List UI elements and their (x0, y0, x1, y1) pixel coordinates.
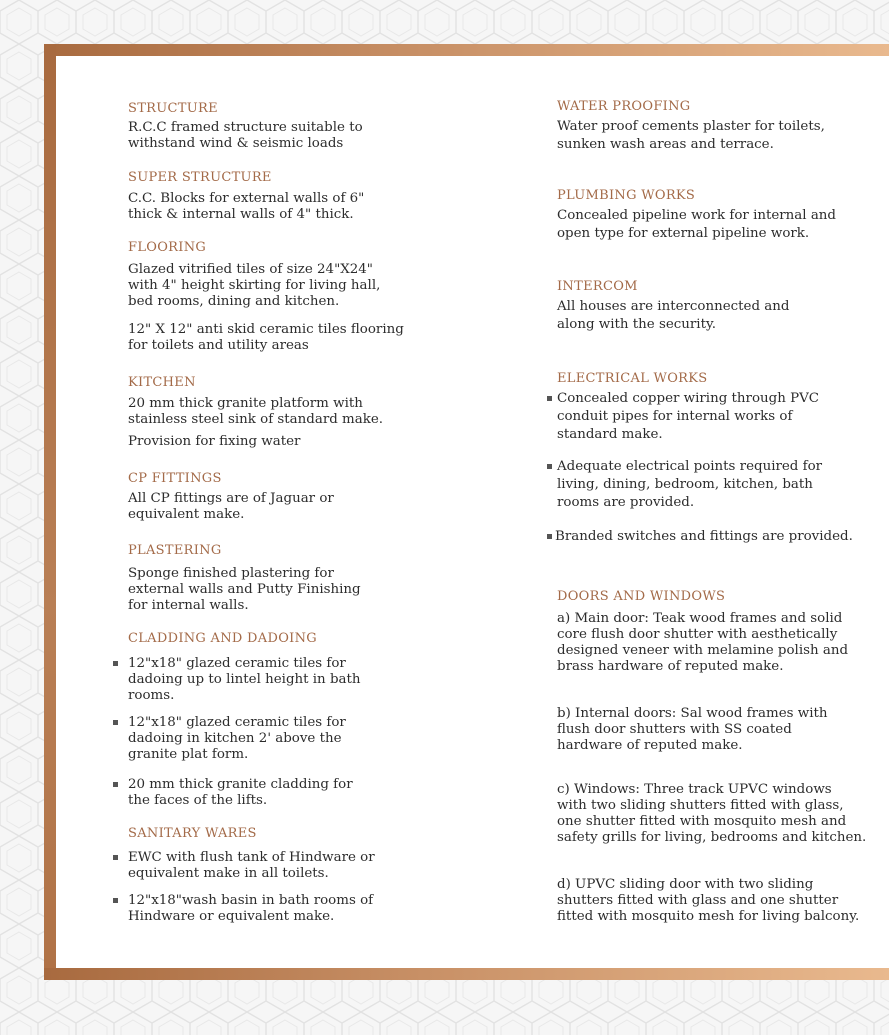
electrical-line: conduit pipes for internal works of (557, 409, 793, 424)
doors-line: a) Main door: Teak wood frames and solid (557, 611, 843, 626)
doors-line: d) UPVC sliding door with two sliding (557, 877, 814, 892)
doors-line: brass hardware of reputed make. (557, 659, 784, 674)
bullet-icon (113, 782, 118, 787)
sanitary-line: EWC with flush tank of Hindware or (128, 850, 375, 865)
super-structure-line: C.C. Blocks for external walls of 6" (128, 191, 365, 206)
bullet-icon (547, 464, 552, 469)
intercom-line: All houses are interconnected and (557, 299, 790, 314)
cladding-line: rooms. (128, 688, 175, 703)
doors-line: hardware of reputed make. (557, 738, 743, 753)
flooring-line: for toilets and utility areas (128, 338, 309, 353)
flooring-line: 12" X 12" anti skid ceramic tiles flooring (128, 322, 404, 337)
water-proofing-line: sunken wash areas and terrace. (557, 137, 774, 152)
electrical-line: Branded switches and fittings are provided. (555, 529, 853, 544)
heading-kitchen: KITCHEN (128, 375, 196, 390)
heading-intercom: INTERCOM (557, 279, 638, 294)
electrical-line: Concealed copper wiring through PVC (557, 391, 820, 406)
bullet-icon (547, 396, 552, 401)
flooring-line: bed rooms, dining and kitchen. (128, 294, 340, 309)
cladding-line: 12"x18" glazed ceramic tiles for (128, 656, 346, 671)
doors-line: flush door shutters with SS coated (557, 722, 792, 737)
plumbing-line: Concealed pipeline work for internal and (557, 208, 837, 223)
bullet-icon (113, 661, 118, 666)
kitchen-line: stainless steel sink of standard make. (128, 412, 384, 427)
heading-cp-fittings: CP FITTINGS (128, 471, 222, 486)
frame-left-border (44, 44, 56, 980)
electrical-line: rooms are provided. (557, 495, 695, 510)
doors-line: with two sliding shutters fitted with glass, (557, 798, 844, 813)
cladding-line: dadoing in kitchen 2' above the (128, 731, 342, 746)
doors-line: designed veneer with melamine polish and (557, 643, 849, 658)
plastering-line: external walls and Putty Finishing (128, 582, 361, 597)
sanitary-line: Hindware or equivalent make. (128, 909, 335, 924)
bullet-icon (547, 534, 552, 539)
intercom-line: along with the security. (557, 317, 716, 332)
cladding-line: the faces of the lifts. (128, 793, 268, 808)
electrical-line: living, dining, bedroom, kitchen, bath (557, 477, 813, 492)
electrical-line: standard make. (557, 427, 663, 442)
heading-plumbing-works: PLUMBING WORKS (557, 188, 696, 203)
cladding-line: dadoing up to lintel height in bath (128, 672, 361, 687)
cladding-line: granite plat form. (128, 747, 249, 762)
bullet-icon (113, 720, 118, 725)
doors-line: shutters fitted with glass and one shutter (557, 893, 839, 908)
structure-line: withstand wind & seismic loads (128, 136, 344, 151)
cladding-line: 12"x18" glazed ceramic tiles for (128, 715, 346, 730)
frame-top-border (44, 44, 889, 56)
heading-flooring: FLOORING (128, 240, 207, 255)
plumbing-line: open type for external pipeline work. (557, 226, 810, 241)
doors-line: fitted with mosquito mesh for living balcony. (557, 909, 860, 924)
heading-super-structure: SUPER STRUCTURE (128, 170, 272, 185)
heading-structure: STRUCTURE (128, 101, 218, 116)
sanitary-line: 12"x18"wash basin in bath rooms of (128, 893, 374, 908)
heading-doors-windows: DOORS AND WINDOWS (557, 589, 726, 604)
doors-line: one shutter fitted with mosquito mesh and (557, 814, 847, 829)
flooring-line: Glazed vitrified tiles of size 24"X24" (128, 262, 373, 277)
heading-cladding-dadoing: CLADDING AND DADOING (128, 631, 317, 646)
kitchen-line: 20 mm thick granite platform with (128, 396, 363, 411)
heading-sanitary-wares: SANITARY WARES (128, 826, 257, 841)
water-proofing-line: Water proof cements plaster for toilets, (557, 119, 825, 134)
doors-line: safety grills for living, bedrooms and kitchen. (557, 830, 867, 845)
electrical-line: Adequate electrical points required for (557, 459, 823, 474)
bullet-icon (113, 855, 118, 860)
bullet-icon (113, 898, 118, 903)
cp-fittings-line: equivalent make. (128, 507, 245, 522)
doors-line: c) Windows: Three track UPVC windows (557, 782, 832, 797)
heading-electrical-works: ELECTRICAL WORKS (557, 371, 708, 386)
doors-line: core flush door shutter with aesthetically (557, 627, 838, 642)
cp-fittings-line: All CP fittings are of Jaguar or (128, 491, 334, 506)
heading-plastering: PLASTERING (128, 543, 222, 558)
heading-water-proofing: WATER PROOFING (557, 99, 691, 114)
cladding-line: 20 mm thick granite cladding for (128, 777, 353, 792)
plastering-line: Sponge finished plastering for (128, 566, 334, 581)
doors-line: b) Internal doors: Sal wood frames with (557, 706, 828, 721)
plastering-line: for internal walls. (128, 598, 249, 613)
flooring-line: with 4" height skirting for living hall, (128, 278, 381, 293)
super-structure-line: thick & internal walls of 4" thick. (128, 207, 354, 222)
structure-line: R.C.C framed structure suitable to (128, 120, 363, 135)
frame-bottom-border (44, 968, 889, 980)
kitchen-line: Provision for fixing water (128, 434, 301, 449)
sanitary-line: equivalent make in all toilets. (128, 866, 329, 881)
